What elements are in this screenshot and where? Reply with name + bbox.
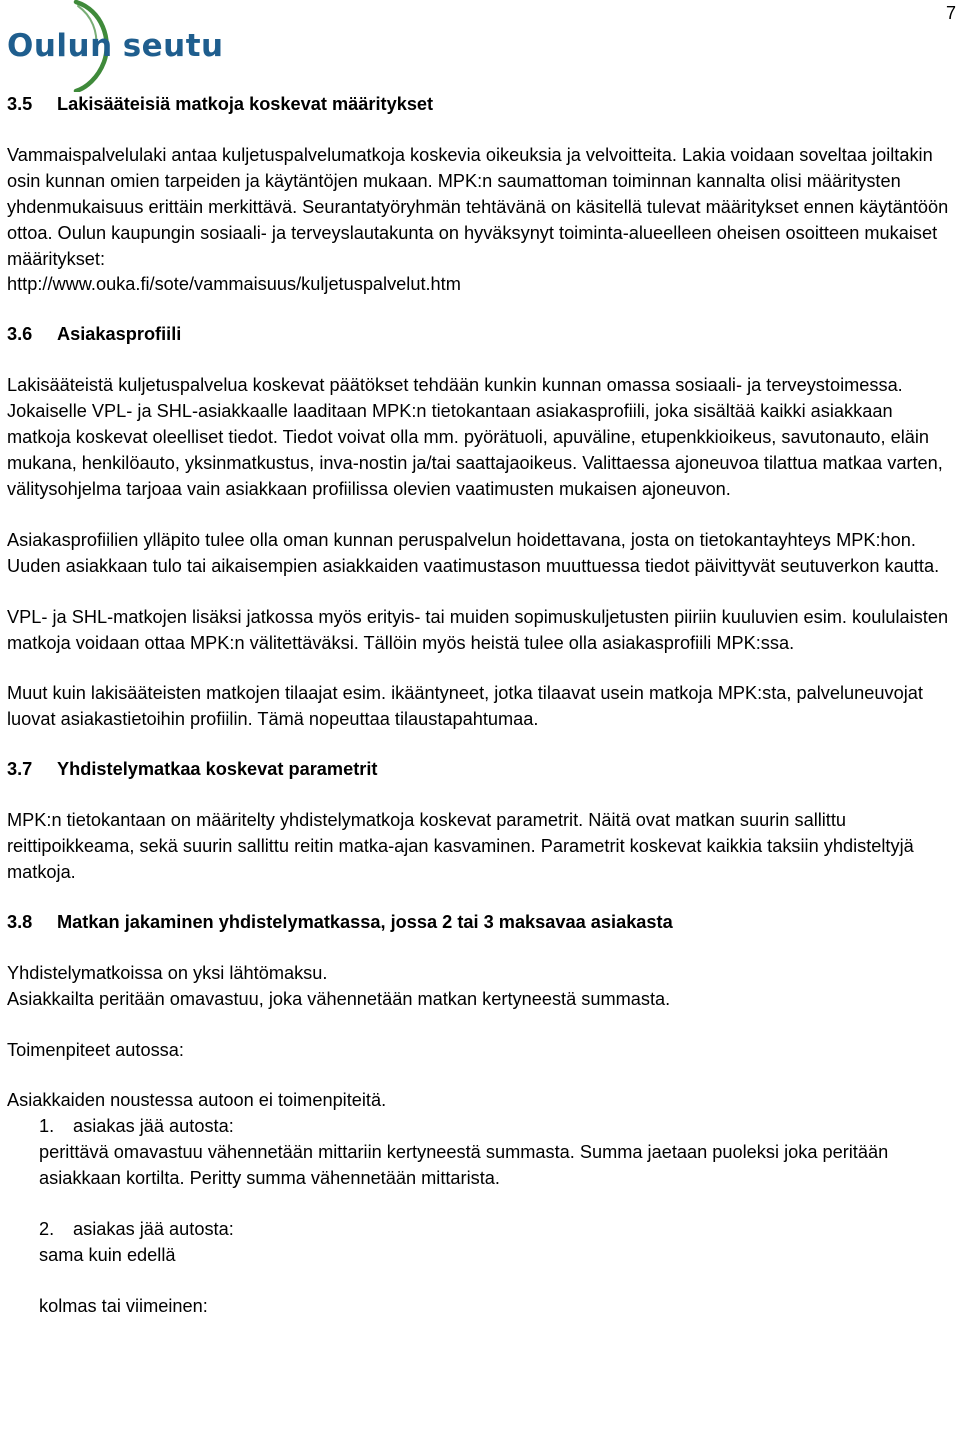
list-item-heading: asiakas jää autosta:: [73, 1219, 234, 1240]
section-number: 3.5: [7, 94, 33, 114]
logo-text-seutu: seutu: [122, 28, 224, 64]
section-title: Yhdistelymatkaa koskevat parametrit: [57, 759, 378, 780]
paragraph: Muut kuin lakisääteisten matkojen tilaajat esim. ikääntyneet, jotka tilaavat usein matkoja MPK:sta, palveluneuvojat luovat asiakastietoihin profiilin. Tämä nopeuttaa tilaustapahtumaa.: [7, 683, 923, 730]
paragraph: VPL- ja SHL-matkojen lisäksi jatkossa myös erityis- tai muiden sopimuskuljetusten piiriin kuuluvien esim. koululaisten matkoja voidaan ottaa MPK:n välitettäväksi. Tällöin myös heistä tulee olla asiakasprofiili MPK:ssa.: [7, 606, 949, 653]
section-number: 3.8: [7, 911, 33, 932]
list-item-heading: asiakas jää autosta:: [73, 1116, 234, 1137]
paragraph: Asiakasprofiilien ylläpito tulee olla oman kunnan peruspalvelun hoidettavana, josta on tietokantayhteys MPK:hon. Uuden asiakkaan tulo tai aikaisempien asiakkaiden vaatimustason muuttuessa tiedot päivittyvät seutuverkon kautta.: [7, 529, 940, 576]
section-title: Lakisääteisiä matkoja koskevat määritykset: [57, 94, 434, 114]
list-item-heading: kolmas tai viimeinen:: [39, 1295, 208, 1316]
logo-text-oulun: Oulun: [7, 28, 113, 64]
paragraph: Asiakkailta peritään omavastuu, joka vähennetään matkan kertyneestä summasta.: [7, 988, 671, 1009]
paragraph: Yhdistelymatkoissa on yksi lähtömaksu.: [7, 962, 328, 983]
section-heading-3-8: [7, 910, 953, 936]
section-title: Asiakasprofiili: [57, 324, 182, 345]
link-url[interactable]: http://www.ouka.fi/sote/vammaisuus/kuljetuspalvelut.htm: [7, 274, 461, 295]
logo-wordmark: [7, 28, 224, 64]
list-item: [7, 1114, 953, 1192]
section-heading-3-7: [7, 757, 953, 783]
paragraph: Lakisääteistä kuljetuspalvelua koskevat päätökset tehdään kunkin kunnan omassa sosiaali- ja terveystoimessa. Jokaiselle VPL- ja SHL-asiakkaalle laaditaan MPK:n tietokantaan asiakasprofiili, joka sisältää kaikki asiakkaan matkoja koskevat oleelliset tiedot. Tiedot voivat olla mm. pyörätuoli, apuväline, etupenkkioikeus, savutonauto, eläin mukana, henkilöauto, yksinmatkustus, inva-nostin ja/tai saattajaoikeus. Valittaessa ajoneuvoa tilattua matkaa varten, välitysohjelma tarjoaa vain asiakkaan profiilissa olevien vaatimusten mukaisen ajoneuvon.: [7, 375, 943, 499]
list-item: [7, 1294, 953, 1320]
paragraph: MPK:n tietokantaan on määritelty yhdistelymatkoja koskevat parametrit. Näitä ovat matkan suurin sallittu reittipoikkeama, sekä suurin sallittu reitin matka-ajan kasvaminen. Parametrit koskevat kaikkia taksiin yhdisteltyjä matkoja.: [7, 810, 914, 882]
paragraph: Vammaispalvelulaki antaa kuljetuspalvelumatkoja koskevia oikeuksia ja velvoitteita. Lakia voidaan soveltaa joiltakin osin kunnan omien tarpeiden ja käytäntöjen mukaan. MPK:n saumattoman toiminnan kannalta olisi määritysten yhdenmukaisuus erittäin merkittävä. Seurantatyöryhmän tehtävänä on käsitellä tulevat määritykset ennen käytäntöön ottoa. Oulun kaupungin sosiaali- ja terveyslautakunta on hyväksynyt toiminta-alueelleen oheisen osoitteen mukaiset määritykset:: [7, 144, 949, 269]
section-number: 3.7: [7, 759, 33, 780]
section-heading-3-6: [7, 322, 953, 348]
paragraph: Toimenpiteet autossa:: [7, 1039, 184, 1060]
list-item-text: perittävä omavastuu vähennetään mittariin kertyneestä summasta. Summa jaetaan puoleksi joka peritään asiakkaan kortilta. Peritty summa vähennetään mittarista.: [39, 1142, 889, 1189]
oulunseutu-logo: [0, 0, 224, 92]
section-title: Matkan jakaminen yhdistelymatkassa, jossa 2 tai 3 maksavaa asiakasta: [57, 911, 673, 932]
paragraph: Asiakkaiden noustessa autoon ei toimenpiteitä.: [7, 1090, 387, 1111]
step-list: [7, 1114, 953, 1319]
list-item: [7, 1217, 953, 1269]
document-body: [7, 92, 953, 1320]
list-item-text: sama kuin edellä: [39, 1245, 176, 1265]
list-marker: 1.: [39, 1116, 55, 1137]
section-heading-3-5: [7, 92, 953, 118]
list-marker: 2.: [39, 1219, 55, 1240]
section-number: 3.6: [7, 324, 33, 345]
page-number: 7: [945, 3, 956, 23]
